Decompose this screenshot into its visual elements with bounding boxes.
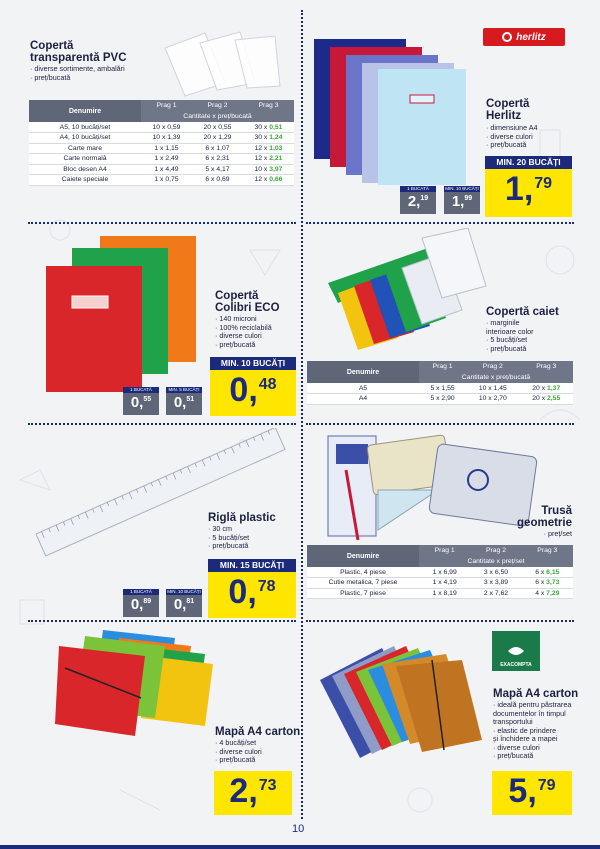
price-integer: 2, bbox=[229, 772, 258, 810]
table-header-cantitate: Cantitate x preț/bucată bbox=[141, 111, 294, 122]
price-decimal: 81 bbox=[186, 598, 195, 605]
price-integer: 5, bbox=[508, 772, 537, 810]
herlitz-min-label: MIN. 20 BUCĂȚI bbox=[485, 156, 572, 169]
price-integer: 1, bbox=[504, 170, 534, 208]
price-integer: 0, bbox=[130, 596, 144, 613]
price-integer: 0, bbox=[173, 596, 187, 613]
cell-p3-qty: 6 x bbox=[535, 568, 547, 576]
bullet-item: · 140 microni bbox=[215, 315, 272, 324]
cell-p3-price: 3,73 bbox=[546, 579, 560, 587]
bullet-item: · diverse culori bbox=[493, 744, 571, 753]
cell-p2: 10 x 1,45 bbox=[466, 383, 519, 394]
cell-p3-qty: 30 x bbox=[254, 134, 270, 142]
rigla-min-label: MIN. 15 BUCĂȚI bbox=[208, 559, 296, 572]
cell-p2: 2 x 7,62 bbox=[470, 588, 521, 599]
bullet-item: · diverse culori bbox=[215, 748, 262, 757]
caiet-bullets bbox=[486, 319, 534, 353]
bullet-item: · 5 bucăți/set bbox=[486, 336, 534, 345]
colibri-price bbox=[210, 370, 296, 416]
pvc-title-line2: transparentă PVC bbox=[30, 52, 127, 64]
herlitz-logo-mark bbox=[502, 32, 512, 42]
cell-name: Plastic, 4 piese bbox=[307, 567, 419, 578]
horizontal-divider bbox=[28, 620, 296, 622]
cell-p2: 5 x 4,17 bbox=[192, 164, 243, 175]
cell-p3-qty: 10 x bbox=[254, 165, 270, 173]
cell-p2: 6 x 0,69 bbox=[192, 175, 243, 186]
price-decimal: 99 bbox=[464, 195, 473, 202]
cell-p1: 1 x 4,19 bbox=[419, 578, 470, 589]
rigla-price bbox=[208, 572, 296, 618]
colibri-bullets bbox=[215, 315, 272, 349]
tag-price bbox=[400, 192, 436, 214]
cell-p3-price: 1,24 bbox=[269, 134, 283, 142]
cell-p3 bbox=[520, 394, 573, 405]
mapa2-price bbox=[492, 771, 572, 815]
geometry-set-image bbox=[318, 430, 543, 545]
cell-p2: 6 x 2,31 bbox=[192, 154, 243, 165]
cell-name: Carte mare bbox=[29, 143, 141, 154]
herlitz-bullets bbox=[486, 124, 538, 150]
cell-p1: 1 x 6,99 bbox=[419, 567, 470, 578]
pvc-title bbox=[30, 40, 127, 64]
herlitz-tag-1buc bbox=[400, 186, 436, 214]
table-header-denumire: Denumire bbox=[29, 100, 141, 122]
bullet-item: · preț/bucată bbox=[493, 752, 571, 761]
cell-p3 bbox=[243, 175, 294, 186]
bullet-item: · 100% reciclabilă bbox=[215, 324, 272, 333]
bullet-item: · diverse culori bbox=[486, 133, 538, 142]
herlitz-title-line2: Herlitz bbox=[486, 110, 522, 122]
table-header-prag3: Prag 3 bbox=[522, 545, 573, 556]
cell-name: A4, 10 bucăți/set bbox=[29, 133, 141, 144]
table-header-denumire: Denumire bbox=[307, 361, 419, 383]
cell-p3-price: 6,15 bbox=[546, 568, 560, 576]
cell-p3-price: 1,37 bbox=[547, 384, 561, 392]
caiet-title: Copertă caiet bbox=[486, 306, 559, 318]
cell-name: A5 bbox=[307, 383, 419, 394]
tag-label: 1 BUCATĂ bbox=[123, 387, 159, 393]
mapa2-title: Mapă A4 carton bbox=[493, 688, 579, 700]
pvc-price-table bbox=[29, 100, 294, 186]
mapa1-bullets bbox=[215, 739, 262, 765]
herlitz-cover-image bbox=[312, 35, 472, 185]
herlitz-logo-text: herlitz bbox=[516, 31, 546, 43]
table-header-prag3: Prag 3 bbox=[520, 361, 573, 372]
price-decimal: 55 bbox=[143, 396, 152, 403]
herlitz-title-line1: Copertă bbox=[486, 98, 530, 110]
bullet-item-continued: documentelor în timpul bbox=[493, 708, 566, 718]
table-header-denumire: Denumire bbox=[307, 545, 419, 567]
tag-price bbox=[123, 393, 159, 415]
price-decimal: 73 bbox=[258, 777, 277, 794]
price-decimal: 78 bbox=[257, 578, 276, 595]
colibri-min-label: MIN. 10 BUCĂȚI bbox=[210, 357, 296, 370]
table-header-prag1: Prag 1 bbox=[141, 100, 192, 111]
cell-p3 bbox=[243, 133, 294, 144]
colibri-tag-1buc bbox=[123, 387, 159, 415]
trusa-title-line1: Trusă bbox=[541, 505, 572, 517]
colibri-title-line2: Colibri ECO bbox=[215, 302, 280, 314]
bullet-item: · dimensiune A4 bbox=[486, 124, 538, 133]
table-header-prag3: Prag 3 bbox=[243, 100, 294, 111]
cell-p3-qty: 6 x bbox=[535, 579, 547, 587]
cell-p3 bbox=[520, 383, 573, 394]
bullet-item: · marginile bbox=[486, 319, 534, 328]
table-row bbox=[29, 143, 294, 154]
table-header-prag1: Prag 1 bbox=[419, 361, 466, 372]
cell-p3-price: 0,51 bbox=[269, 123, 283, 131]
ruler-image bbox=[30, 428, 290, 558]
cell-name: A4 bbox=[307, 394, 419, 405]
herlitz-logo bbox=[483, 28, 565, 46]
mapa2-bullets bbox=[493, 701, 571, 761]
cell-p1: 1 x 8,19 bbox=[419, 588, 470, 599]
bullet-item: · preț/bucată bbox=[215, 756, 262, 765]
bullet-item-continued: și închidere a mapei bbox=[493, 734, 558, 743]
price-decimal: 19 bbox=[420, 195, 429, 202]
herlitz-tag-min10 bbox=[444, 186, 480, 214]
cell-p2: 20 x 0,55 bbox=[192, 122, 243, 133]
table-header-cantitate: Cantitate x preț/bucată bbox=[419, 372, 573, 383]
mapa1-title: Mapă A4 carton bbox=[215, 726, 301, 738]
cell-name: Bloc desen A4 bbox=[29, 164, 141, 175]
cell-p3-qty: 12 x bbox=[254, 176, 270, 184]
cell-p1: 5 x 2,90 bbox=[419, 394, 466, 405]
caiet-price-table bbox=[307, 361, 573, 405]
table-header-prag2: Prag 2 bbox=[466, 361, 519, 372]
table-header-cantitate: Cantitate x preț/set bbox=[419, 556, 573, 567]
cell-name: A5, 10 bucăți/set bbox=[29, 122, 141, 133]
bullet-item: · ideală pentru păstrarea bbox=[493, 701, 571, 710]
cell-p3-price: 7,29 bbox=[546, 589, 560, 597]
cell-p3 bbox=[522, 567, 573, 578]
rigla-bullets bbox=[208, 525, 249, 551]
mapa1-price bbox=[214, 771, 292, 815]
cell-p3 bbox=[522, 578, 573, 589]
caiet-cover-image bbox=[318, 228, 488, 353]
price-decimal: 48 bbox=[258, 376, 277, 393]
table-row bbox=[29, 175, 294, 186]
tag-label: MIN. 10 BUCĂȚI bbox=[167, 589, 201, 594]
bullet-item: · 5 bucăți/set bbox=[208, 534, 249, 543]
exacompta-logo bbox=[492, 631, 540, 671]
colibri-title bbox=[215, 290, 280, 314]
price-integer: 0, bbox=[229, 371, 258, 409]
horizontal-divider bbox=[28, 423, 296, 425]
cell-p1: 1 x 2,49 bbox=[141, 154, 192, 165]
vertical-divider bbox=[301, 10, 303, 819]
cell-p3-qty: 12 x bbox=[254, 144, 270, 152]
footer-bar bbox=[0, 845, 600, 849]
folders-image-1 bbox=[55, 628, 215, 740]
cell-name: Carte normală bbox=[29, 154, 141, 165]
cell-name: Caiete speciale bbox=[29, 175, 141, 186]
cell-p3-qty: 12 x bbox=[254, 155, 270, 163]
bullet-item: · preț/bucată bbox=[208, 542, 249, 551]
table-header-prag2: Prag 2 bbox=[470, 545, 521, 556]
price-decimal: 79 bbox=[534, 175, 553, 192]
table-header-prag2: Prag 2 bbox=[192, 100, 243, 111]
cell-name: Cutie metalica, 7 piese bbox=[307, 578, 419, 589]
table-row bbox=[29, 154, 294, 165]
pvc-bullets bbox=[30, 65, 125, 82]
trusa-price-table bbox=[307, 545, 573, 599]
tag-price bbox=[166, 393, 202, 415]
bullet-item: · preț/bucată bbox=[486, 141, 538, 150]
tag-price bbox=[444, 192, 480, 214]
horizontal-divider bbox=[28, 222, 296, 224]
cell-p2: 3 x 6,50 bbox=[470, 567, 521, 578]
price-decimal: 51 bbox=[186, 396, 195, 403]
bullet-item: · preț/set bbox=[544, 530, 572, 539]
cell-p1: 1 x 4,49 bbox=[141, 164, 192, 175]
bullet-item-continued: interioare color bbox=[486, 326, 534, 336]
bullet-item: · preț/bucată bbox=[215, 341, 272, 350]
cell-p1: 10 x 1,39 bbox=[141, 133, 192, 144]
price-integer: 0, bbox=[130, 394, 144, 411]
cell-p3-price: 2,21 bbox=[269, 155, 283, 163]
cell-p2: 10 x 2,70 bbox=[466, 394, 519, 405]
table-row bbox=[307, 394, 573, 405]
table-row bbox=[29, 133, 294, 144]
cell-p1: 5 x 1,55 bbox=[419, 383, 466, 394]
trusa-title-line2: geometrie bbox=[517, 517, 572, 529]
tag-label: 1 BUCATĂ bbox=[123, 589, 159, 595]
tag-price bbox=[166, 595, 202, 617]
bullet-item: · preț/bucată bbox=[486, 345, 534, 354]
colibri-tag-min5 bbox=[166, 387, 202, 415]
cell-p3-qty: 20 x bbox=[532, 395, 548, 403]
cell-p2: 20 x 1,29 bbox=[192, 133, 243, 144]
pvc-title-line1: Copertă bbox=[30, 40, 74, 52]
table-row bbox=[307, 588, 573, 599]
cell-p3-qty: 20 x bbox=[532, 384, 548, 392]
colibri-cover-image bbox=[42, 232, 202, 402]
tag-label: MIN. 10 BUCĂȚI bbox=[445, 186, 479, 191]
page-number: 10 bbox=[292, 823, 305, 835]
trusa-bullets bbox=[544, 530, 572, 539]
price-integer: 0, bbox=[228, 573, 257, 611]
cell-p3-price: 1,03 bbox=[269, 144, 283, 152]
trusa-title bbox=[517, 505, 572, 529]
horizontal-divider bbox=[306, 222, 574, 224]
price-decimal: 79 bbox=[537, 777, 556, 794]
cell-p3-price: 0,66 bbox=[269, 176, 283, 184]
table-row bbox=[307, 567, 573, 578]
cell-p3-price: 3,97 bbox=[269, 165, 283, 173]
price-integer: 0, bbox=[173, 394, 187, 411]
tag-label: MIN. 5 BUCĂȚI bbox=[166, 387, 202, 393]
bullet-item: · 4 bucăți/set bbox=[215, 739, 262, 748]
herlitz-title bbox=[486, 98, 529, 122]
price-decimal: 89 bbox=[143, 598, 152, 605]
rigla-title: Riglă plastic bbox=[208, 512, 276, 524]
cell-name: Plastic, 7 piese bbox=[307, 588, 419, 599]
cell-p3 bbox=[522, 588, 573, 599]
bullet-item: · preț/bucată bbox=[30, 74, 125, 83]
cell-p2: 3 x 3,89 bbox=[470, 578, 521, 589]
exacompta-logo-mark bbox=[506, 643, 526, 659]
tag-price bbox=[123, 595, 159, 617]
horizontal-divider bbox=[306, 620, 574, 622]
herlitz-price bbox=[485, 169, 572, 217]
bullet-item: · diverse culori bbox=[215, 332, 272, 341]
cell-p3 bbox=[243, 164, 294, 175]
tag-label: 1 BUCATĂ bbox=[400, 186, 436, 192]
pvc-cover-image bbox=[155, 28, 285, 98]
cell-p3 bbox=[243, 122, 294, 133]
rigla-tag-min10 bbox=[166, 589, 202, 617]
price-integer: 2, bbox=[407, 193, 421, 210]
price-integer: 1, bbox=[451, 193, 465, 210]
bullet-item-continued: transportului bbox=[493, 717, 533, 726]
bullet-item: · 30 cm bbox=[208, 525, 249, 534]
exacompta-logo-text: EXACOMPTA bbox=[500, 662, 532, 668]
cell-p3-qty: 4 x bbox=[535, 589, 547, 597]
table-row bbox=[307, 383, 573, 394]
colibri-title-line1: Copertă bbox=[215, 290, 259, 302]
cell-p2: 6 x 1,07 bbox=[192, 143, 243, 154]
table-row bbox=[307, 578, 573, 589]
table-header-prag1: Prag 1 bbox=[419, 545, 470, 556]
folders-image-2 bbox=[312, 640, 484, 770]
table-row bbox=[29, 164, 294, 175]
bullet-item: · diverse sortimente, ambalări bbox=[30, 65, 125, 74]
horizontal-divider bbox=[306, 423, 574, 425]
cell-p1: 1 x 0,75 bbox=[141, 175, 192, 186]
cell-p3-qty: 30 x bbox=[254, 123, 270, 131]
bullet-item: · elastic de prindere bbox=[493, 727, 571, 736]
rigla-tag-1buc bbox=[123, 589, 159, 617]
cell-p3 bbox=[243, 143, 294, 154]
cell-p3 bbox=[243, 154, 294, 165]
cell-p1: 10 x 0,59 bbox=[141, 122, 192, 133]
table-row bbox=[29, 122, 294, 133]
cell-p3-price: 2,55 bbox=[547, 395, 561, 403]
cell-p1: 1 x 1,15 bbox=[141, 143, 192, 154]
